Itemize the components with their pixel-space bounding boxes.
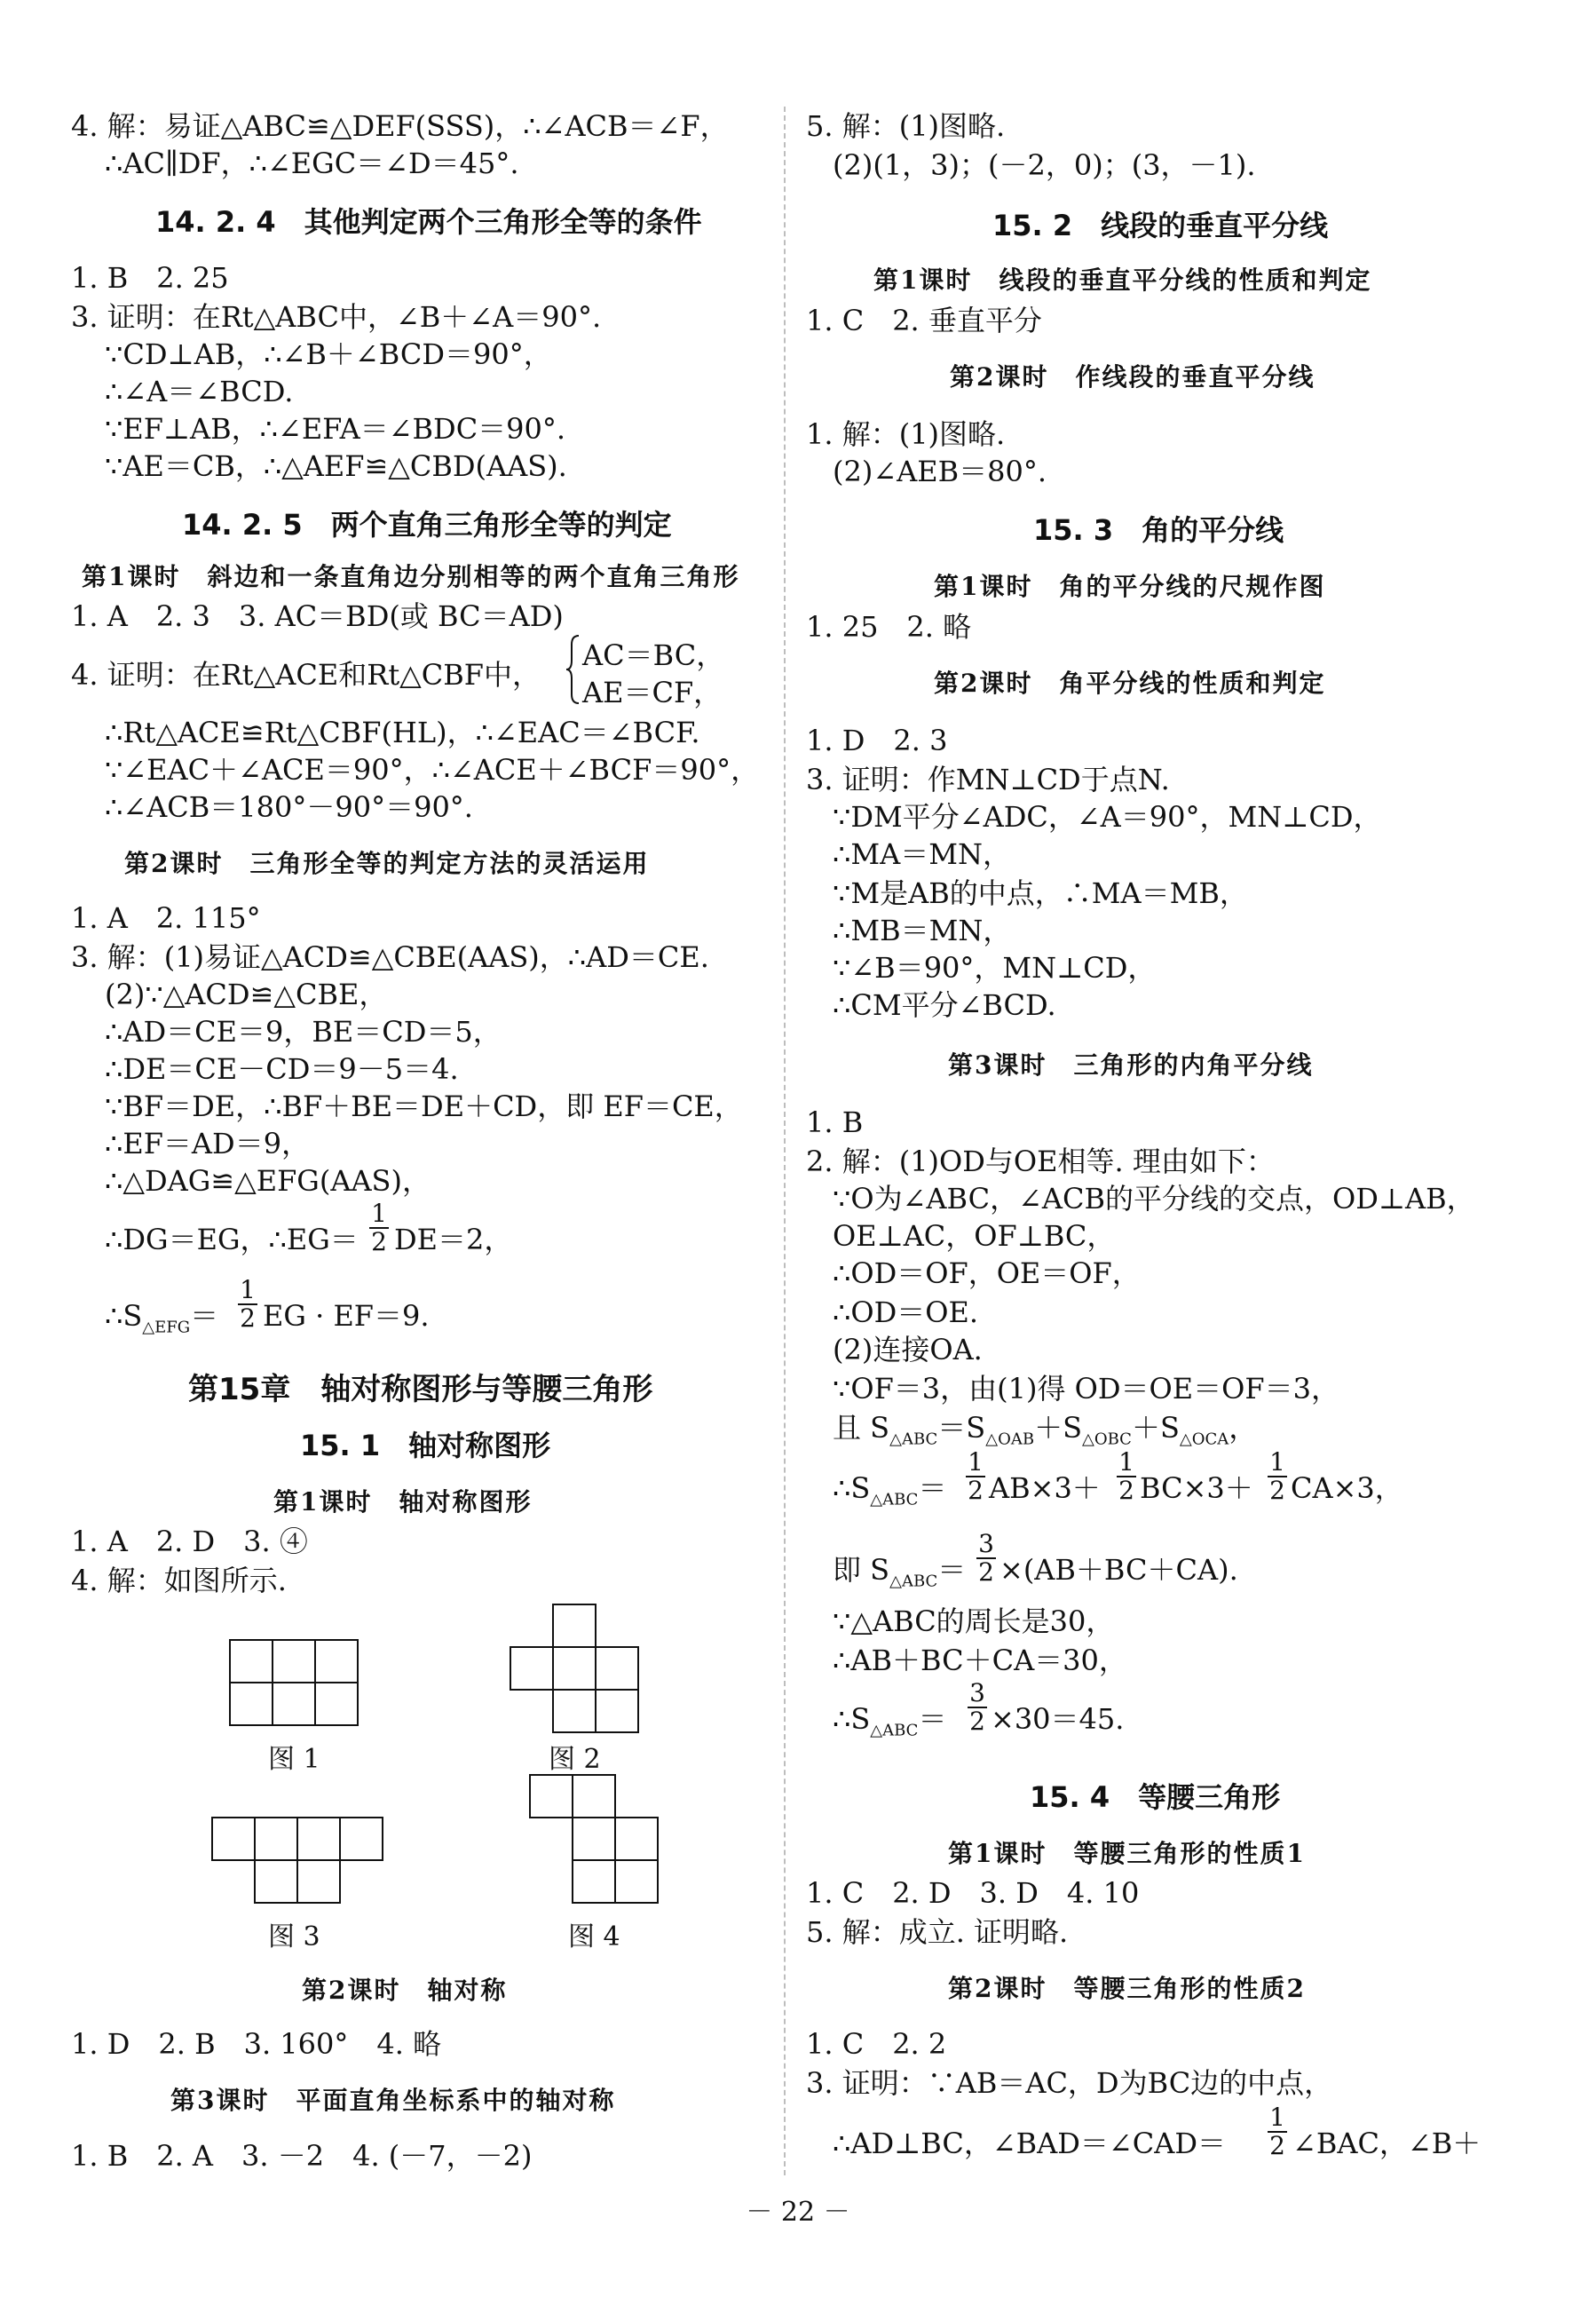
answer-line: ∵CD⊥AB，∴∠B＋∠BCD＝90°， <box>105 337 552 371</box>
fraction-denominator: 2 <box>1118 1476 1134 1505</box>
lesson-heading: 第3课时 平面直角坐标系中的轴对称 <box>170 2086 616 2115</box>
answer-line: ×(AB＋BC＋CA). <box>999 1553 1238 1587</box>
subscript: △OCA <box>1179 1430 1229 1449</box>
column-divider <box>784 107 786 2175</box>
answer-line: ∴AB＋BC＋CA＝30， <box>833 1644 1127 1677</box>
answer-line: 1. C 2. 垂直平分 <box>806 304 1042 337</box>
lesson-heading: 第1课时 角的平分线的尺规作图 <box>934 572 1326 601</box>
fraction-numerator: 1 <box>1118 1447 1134 1477</box>
text: 即 S <box>833 1553 890 1587</box>
answer-line: ∴MA＝MN， <box>833 837 1012 871</box>
page-number: － 22 － <box>746 2197 850 2228</box>
section-heading: 14. 2. 5 两个直角三角形全等的判定 <box>182 508 672 542</box>
text: ＝S <box>937 1411 986 1445</box>
subscript: △ABC <box>870 1721 919 1740</box>
fraction <box>966 1449 985 1504</box>
chapter-heading: 第15章 轴对称图形与等腰三角形 <box>188 1372 653 1407</box>
lesson-heading: 第1课时 线段的垂直平分线的性质和判定 <box>873 265 1372 295</box>
answer-line: 3. 解：(1)易证△ACD≌△CBE(AAS)，∴AD＝CE. <box>71 940 709 974</box>
fraction-denominator: 2 <box>240 1303 256 1333</box>
lesson-heading: 第2课时 等腰三角形的性质2 <box>948 1974 1306 2003</box>
figure-caption: 图 1 <box>268 1744 320 1775</box>
answer-line: ∵∠EAC＋∠ACE＝90°，∴∠ACE＋∠BCF＝90°， <box>105 753 760 787</box>
section-heading: 15. 3 角的平分线 <box>1033 513 1284 547</box>
answer-line: ∴OD＝OE. <box>833 1295 979 1329</box>
answer-line: 1. 25 2. 略 <box>806 610 972 644</box>
fraction <box>976 1531 996 1586</box>
subscript: △OAB <box>985 1430 1035 1449</box>
answer-line: AB×3＋ <box>989 1471 1101 1505</box>
answer-line: 2. 解：(1)OD与OE相等. 理由如下： <box>806 1145 1275 1178</box>
fraction <box>968 1680 987 1735</box>
section-heading: 15. 4 等腰三角形 <box>1030 1780 1281 1814</box>
answer-line <box>833 1470 946 1517</box>
answer-line: ∴OD＝OF，OE＝OF， <box>833 1256 1141 1290</box>
answer-line: 1. D 2. B 3. 160° 4. 略 <box>71 2027 442 2061</box>
answer-line: OE⊥AC，OF⊥BC， <box>833 1219 1116 1253</box>
answer-line: ∴∠ACB＝180°－90°＝90°. <box>105 790 473 824</box>
lesson-heading: 第3课时 三角形的内角平分线 <box>948 1050 1314 1080</box>
answer-line <box>833 1410 1257 1457</box>
answer-line: ∴AD⊥BC，∠BAD＝∠CAD＝ <box>833 2127 1226 2160</box>
answer-line: ∴AC∥DF，∴∠EGC＝∠D＝45°. <box>105 147 519 180</box>
answer-line: 1. B <box>806 1105 864 1139</box>
answer-line: 1. C 2. D 3. D 4. 10 <box>806 1876 1140 1910</box>
figure-4-grid <box>529 1774 660 1907</box>
fraction <box>238 1277 257 1332</box>
answer-line: 1. A 2. 115° <box>71 901 261 935</box>
text: ＋S <box>1131 1411 1180 1445</box>
text: ＝ <box>918 1702 947 1736</box>
fraction <box>1268 1449 1287 1504</box>
answer-line: 1. D 2. 3 <box>806 724 948 757</box>
answer-line: 5. 解：成立. 证明略. <box>806 1915 1069 1949</box>
answer-line: 1. 解：(1)图略. <box>806 417 1006 451</box>
answer-line: ∴CM平分∠BCD. <box>833 988 1056 1022</box>
section-heading: 14. 2. 4 其他判定两个三角形全等的条件 <box>155 205 702 239</box>
fraction <box>1117 1449 1136 1504</box>
answer-line: BC×3＋ <box>1140 1471 1253 1505</box>
text: ＝ <box>937 1553 967 1587</box>
left-brace-icon <box>565 634 581 705</box>
answer-line: (2)连接OA. <box>833 1333 983 1366</box>
answer-line: 5. 解：(1)图略. <box>806 109 1006 143</box>
text: ＋S <box>1034 1411 1082 1445</box>
fraction-numerator: 1 <box>1269 1447 1285 1477</box>
answer-line: ∴∠A＝∠BCD. <box>105 375 294 408</box>
system-equation: AC＝BC， <box>582 638 725 672</box>
fraction-denominator: 2 <box>968 1476 984 1505</box>
answer-line: DE＝2， <box>394 1223 513 1256</box>
text: ＝ <box>918 1471 947 1505</box>
fraction-denominator: 2 <box>1269 1476 1285 1505</box>
lesson-heading: 第2课时 轴对称 <box>302 1976 508 2005</box>
answer-line: 1. A 2. 3 3. AC＝BD(或 BC＝AD) <box>71 599 564 633</box>
answer-line: 1. C 2. 2 <box>806 2027 947 2061</box>
system-equation: AE＝CF， <box>582 676 723 709</box>
answer-line: ×30＝45. <box>991 1702 1125 1736</box>
answer-line: ∵AE＝CB，∴△AEF≌△CBD(AAS). <box>105 449 567 483</box>
text: ＝ <box>190 1299 219 1333</box>
answer-line: ∴AD＝CE＝9，BE＝CD＝5， <box>105 1015 502 1049</box>
fraction-numerator: 1 <box>968 1447 984 1477</box>
fraction-denominator: 2 <box>969 1707 985 1736</box>
fraction-denominator: 2 <box>371 1227 387 1256</box>
fraction-numerator: 1 <box>240 1275 256 1304</box>
answer-line: ∴EF＝AD＝9， <box>105 1127 311 1160</box>
text: ∴S <box>833 1702 871 1736</box>
answer-line: 1. B 2. A 3. －2 4. (－7，－2) <box>71 2139 533 2173</box>
text: ， <box>1229 1411 1258 1445</box>
answer-line: CA×3， <box>1291 1471 1403 1505</box>
lesson-heading: 第2课时 角平分线的性质和判定 <box>934 669 1326 698</box>
answer-line: ∴Rt△ACE≌Rt△CBF(HL)，∴∠EAC＝∠BCF. <box>105 716 700 749</box>
answer-line: ∵BF＝DE，∴BF＋BE＝DE＋CD，即 EF＝CE， <box>105 1089 743 1123</box>
answer-line: 3. 证明：作MN⊥CD于点N. <box>806 763 1170 796</box>
lesson-heading: 第1课时 斜边和一条直角边分别相等的两个直角三角形 <box>82 562 740 591</box>
fraction-numerator: 1 <box>371 1199 387 1228</box>
figure-caption: 图 4 <box>568 1921 620 1953</box>
answer-line: 4. 解：如图所示. <box>71 1564 287 1597</box>
answer-line: ∴MB＝MN， <box>833 914 1012 947</box>
figure-caption: 图 2 <box>549 1744 601 1775</box>
answer-line: 3. 证明：在Rt△ABC中，∠B＋∠A＝90°. <box>71 300 602 334</box>
fraction-numerator: 3 <box>969 1678 985 1707</box>
answer-line: 1. A 2. D 3. ④ <box>71 1525 308 1558</box>
figure-3-grid <box>211 1817 385 1905</box>
answer-line: EG · EF＝9. <box>263 1299 430 1333</box>
answer-line: ∠BAC，∠B＋ <box>1292 2127 1481 2160</box>
fraction-denominator: 2 <box>978 1557 994 1587</box>
lesson-heading: 第2课时 作线段的垂直平分线 <box>950 362 1316 392</box>
answer-line: ∵DM平分∠ADC，∠A＝90°，MN⊥CD， <box>833 800 1382 834</box>
lesson-heading: 第1课时 轴对称图形 <box>273 1487 533 1517</box>
answer-line: 3. 证明：∵AB＝AC，D为BC边的中点， <box>806 2066 1333 2100</box>
answer-line: ∵M是AB的中点，∴MA＝MB， <box>833 876 1248 910</box>
subscript: △EFG <box>142 1318 191 1337</box>
fraction <box>369 1200 389 1255</box>
subscript: △OBC <box>1082 1430 1132 1449</box>
answer-line <box>833 1552 966 1599</box>
answer-line <box>105 1298 218 1345</box>
answer-line: ∵OF＝3，由(1)得 OD＝OE＝OF＝3， <box>833 1372 1339 1406</box>
answer-line: ∵△ABC的周长是30， <box>833 1604 1115 1638</box>
answer-line: 4. 解：易证△ABC≌△DEF(SSS)，∴∠ACB＝∠F， <box>71 109 729 143</box>
answer-line: (2)∵△ACD≌△CBE， <box>105 978 388 1011</box>
lesson-heading: 第1课时 等腰三角形的性质1 <box>948 1839 1306 1868</box>
fraction-numerator: 3 <box>978 1529 994 1558</box>
answer-line: 4. 证明：在Rt△ACE和Rt△CBF中， <box>71 658 541 692</box>
section-heading: 15. 1 轴对称图形 <box>300 1429 551 1462</box>
subscript: △ABC <box>889 1572 938 1591</box>
text: ∴S <box>105 1299 143 1333</box>
fraction-denominator: 2 <box>1269 2131 1285 2160</box>
answer-line: 1. B 2. 25 <box>71 261 229 295</box>
fraction <box>1268 2104 1287 2159</box>
text: ∴S <box>833 1471 871 1505</box>
answer-line: ∵∠B＝90°，MN⊥CD， <box>833 951 1157 985</box>
subscript: △ABC <box>870 1490 919 1509</box>
answer-line: ∵O为∠ABC，∠ACB的平分线的交点，OD⊥AB， <box>833 1182 1475 1216</box>
answer-line: ∴DE＝CE－CD＝9－5＝4. <box>105 1052 459 1086</box>
section-heading: 15. 2 线段的垂直平分线 <box>992 209 1329 242</box>
figure-caption: 图 3 <box>268 1921 320 1953</box>
answer-line: (2)(1，3)；(－2，0)；(3，－1). <box>833 148 1256 182</box>
answer-line <box>833 1701 946 1748</box>
figure-1-grid <box>229 1639 360 1728</box>
text: 且 S <box>833 1411 890 1445</box>
answer-line: ∴△DAG≌△EFG(AAS)， <box>105 1164 431 1198</box>
answer-line: ∵EF⊥AB，∴∠EFA＝∠BDC＝90°. <box>105 412 566 446</box>
fraction-numerator: 1 <box>1269 2103 1285 2132</box>
lesson-heading: 第2课时 三角形全等的判定方法的灵活运用 <box>124 849 650 878</box>
answer-line: (2)∠AEB＝80°. <box>833 455 1047 488</box>
figure-2-grid <box>510 1604 641 1737</box>
subscript: △ABC <box>889 1430 938 1449</box>
answer-line: ∴DG＝EG，∴EG＝ <box>105 1223 359 1256</box>
